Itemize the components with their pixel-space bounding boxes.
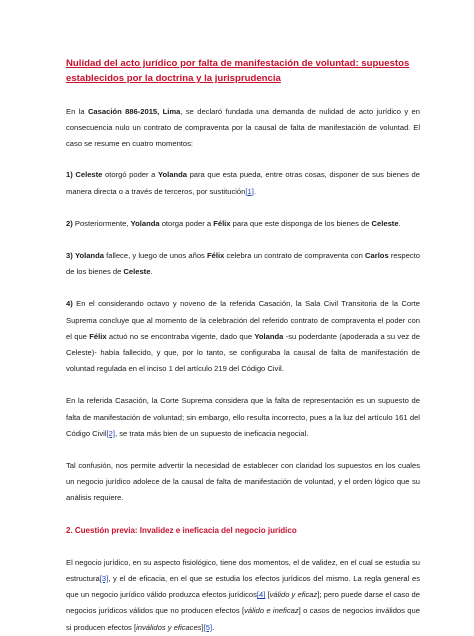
bold-name: Yolanda [130,218,160,228]
moment-4 [66,296,420,377]
paragraph-text: El negocio jurídico, en su aspecto fisiológico, tiene dos momentos, el de validez, en el cual se estudia su estructura [66,557,420,584]
italic-term: inválidos y eficaces [136,622,202,632]
bold-name: Yolanda [254,331,284,341]
confusion-paragraph: Tal confusión, nos permite advertir la necesidad de establecer con claridad los supuestos en los cuales un negocio jurídico adolece de la causal de falta de manifestación de voluntad, y el orden lógico que su análisis requiere. [66,461,420,503]
paragraph-text: ] [201,622,204,632]
paragraph-text: otorgó poder a [102,170,158,180]
paragraph-text: -su poderdante (apoderada a su vez de Celeste)- había fallecido, y que, por lo tanto, se configuraba la causal de falta de manifestación de voluntad regulada en el inciso 1 del artículo 219 del Código Civil. [66,331,420,374]
paragraph-text: para que esta pueda, entre otras cosas, disponer de sus bienes de manera directa o a través de terceros, por sustitución [66,170,420,196]
paragraph-text: . [212,622,215,632]
paragraph-text: ]; pero puede darse el caso de negocios jurídicos válidos que no producen efectos [ [66,590,420,616]
footnote-link[interactable]: [2] [106,428,115,438]
italic-term: válido y eficaz [269,590,318,600]
bold-name: Celeste [371,218,399,228]
moment-number: 2) [66,218,73,228]
supreme-court-paragraph [66,393,420,442]
bold-name: Félix [213,218,231,228]
paragraph-text: En el considerando octavo y noveno de la referida Casación, la Sala Civil Transitoria de la Corte Suprema concluye que al momento de la celebración del referido contrato de compraventa el poder con el que [66,299,420,341]
moment-3 [66,248,420,280]
paragraph-text: celebra un contrato de compraventa con [224,251,366,260]
paragraph-text: . [150,267,153,277]
section-heading: 2. Cuestión previa: Invalidez e ineficacia del negocio jurídico [66,525,297,535]
paragraph-text: , se trata más bien de un supuesto de ineficacia negocial. [114,428,309,438]
paragraph-text: actuó no se encontraba vigente, dado que [106,331,255,341]
italic-term: válido e ineficaz [244,606,299,616]
moment-number: 1) [66,170,73,180]
paragraph-text: [ [265,590,270,600]
footnote-link[interactable]: [1] [245,186,254,196]
paragraph-text: . [253,186,256,196]
negocio-paragraph [66,555,420,636]
paragraph-text: fallece, y luego de unos años [103,251,208,260]
paragraph-text: otorga poder a [159,218,214,228]
footnote-link[interactable]: [5] [203,622,213,632]
paragraph-text: Posteriormente, [72,218,131,228]
bold-name: Celeste [75,170,103,180]
moment-1 [66,167,420,199]
bold-name: Carlos [365,251,389,260]
bold-name: Yolanda [158,170,187,180]
moment-2 [66,216,420,232]
bold-name: Félix [207,251,225,260]
footnote-link[interactable]: [4] [256,590,266,600]
intro-paragraph [66,104,420,151]
moment-number: 4) [66,299,73,309]
intro-text: En la [66,107,88,116]
bold-name: Celeste [123,267,151,277]
bold-name: Félix [89,331,107,341]
paragraph-text: para que este disponga de los bienes de [230,218,372,228]
bold-name: Yolanda [74,251,104,260]
paragraph-text: , y el de eficacia, en el que se estudia los efectos jurídicos del mismo. La regla general es que un negocio jurídico válido produzca efectos jurídicos [66,574,420,600]
case-reference: Casación 886-2015, Lima [87,107,181,116]
paragraph-text: En la referida Casación, la Corte Suprema considera que la falta de representación es un supuesto de falta de manifestación de voluntad; sin embargo, ello resulta incorrecto, pues a la luz del artículo 161 del Código Civil [66,396,420,438]
article-title: Nulidad del acto jurídico por falta de manifestación de voluntad: supuestos establecidos por la doctrina y la jurisprudencia [66,58,410,84]
paragraph-text: ] o casos de negocios inválidos que si producen efectos [ [66,606,420,632]
intro-text-cont: , se declaró fundada una demanda de nulidad de acto jurídico y en consecuencia nulo un contrato de compraventa por la causal de falta de manifestación de voluntad. El caso se resume en cuatro momentos: [66,107,420,148]
paragraph-text: . [398,218,401,228]
footnote-link[interactable]: [3] [99,574,109,584]
paragraph-text: respecto de los bienes de [66,251,420,277]
moment-number: 3) [66,251,73,260]
